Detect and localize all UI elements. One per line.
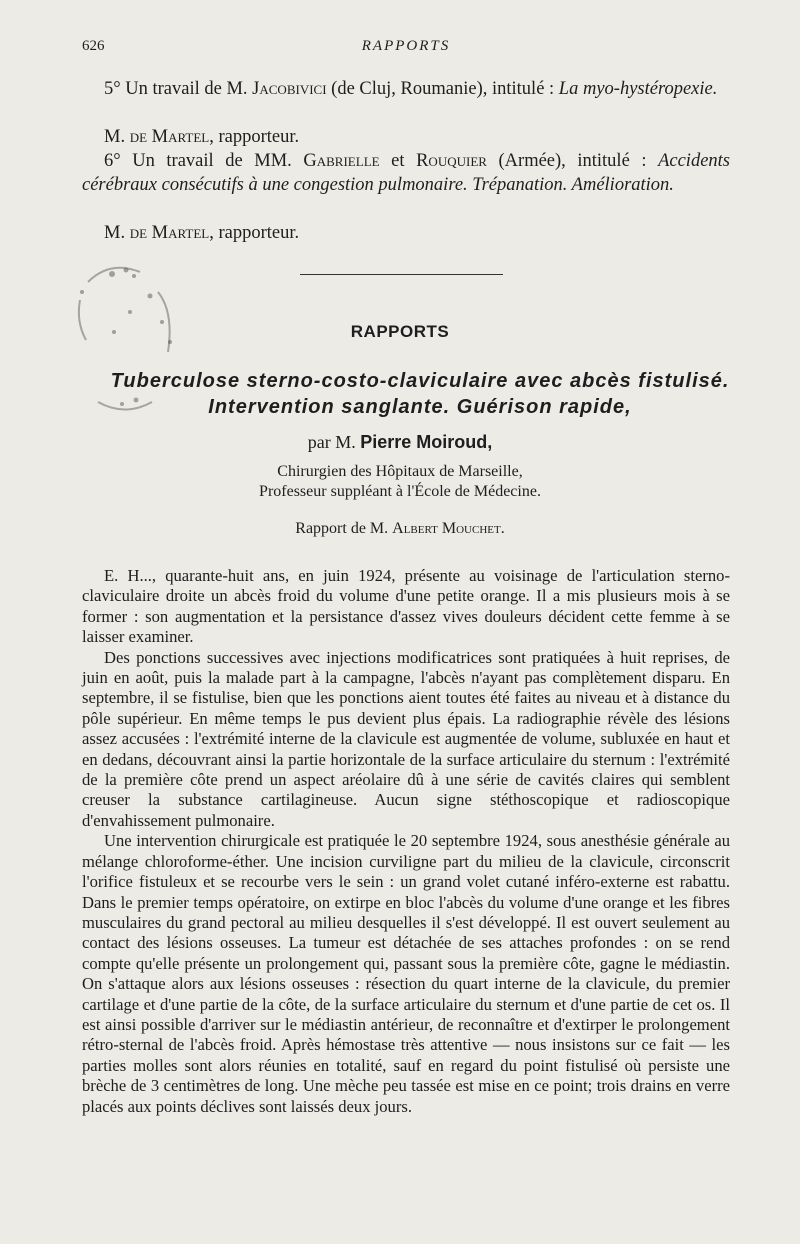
item-6-title: Accidents cérébraux consécutifs à une congestion pulmonaire. Trépanation. Amélioration.: [82, 151, 730, 195]
report-by-line: Rapport de M. Albert Mouchet.: [295, 520, 505, 537]
author-name: Pierre Moiroud,: [360, 432, 493, 452]
section-divider: [300, 274, 503, 275]
article-title-line-2: Intervention sanglante. Guérison rapide,: [208, 396, 632, 418]
author-affiliation: Chirurgien des Hôpitaux de Marseille, Professeur suppléant à l'École de Médecine.: [259, 463, 541, 500]
author-jacobivici: Jacobivici: [252, 79, 327, 99]
reporter-name: Albert Mouchet: [392, 520, 501, 537]
section-heading: RAPPORTS: [350, 322, 450, 341]
article-title: [40, 368, 800, 420]
author-rouquier: Rouquier: [416, 151, 487, 171]
body-paragraph: E. H..., quarante-huit ans, en juin 1924, présente au voisinage de l'articulation sterno-claviculaire droite un abcès froid du volume d'une petite orange. Il a mis plusieurs mois à se former : son augmentation et la persistance d'assez vives douleurs décident cette femme à se laisser examiner.: [82, 566, 730, 647]
article-title-line-1: Tuberculose sterno-costo-claviculaire avec abcès fistulisé.: [110, 370, 730, 392]
item-5-paragraph: 5° Un travail de M. Jacobivici (de Cluj, Roumanie), intitulé : La myo-hystéropexie.: [104, 79, 718, 99]
page-header: [82, 38, 730, 60]
article-body: [82, 566, 730, 1117]
item-6-paragraph: 6° Un travail de MM. Gabrielle et Rouquier (Armée), intitulé : Accidents cérébraux consécutifs à une congestion pulmonaire. Trépanation. Amélioration.: [82, 151, 730, 195]
running-title: RAPPORTS: [361, 38, 451, 54]
body-paragraph: Une intervention chirurgicale est pratiquée le 20 septembre 1924, sous anesthésie générale au mélange chloroforme-éther. Une incision curviligne part du milieu de la clavicule, circonscrit l'orifice fistuleux et se recourbe vers le sein : un grand volet cutané inféro-externe est rabattu. Dans le premier temps opératoire, on extirpe en bloc l'abcès du volume d'une orange et les fibres musculaires du grand pectoral au milieu desquelles il s'est développé. Il est ouvert seulement au contact des lésions osseuses. La tumeur est détachée de ses attaches profondes : on se rend compte qu'elle présente un prolongement qui, passant sous la première côte, gagne le médiastin. On s'attaque alors aux lésions osseuses : résection du quart interne de la clavicule, du premier cartilage et d'une partie de la côte, de la surface articulaire du sternum et d'une partie de cet os. Il est ainsi possible d'arriver sur le médiastin antérieur, de reconnaître et d'extirper le prolongement rétro-sternal de l'abcès froid. Après hémostase très attentive — nous insistons sur ce fait — les parties molles sont alors réunies en totalité, sauf en regard du point fistulisé où persiste une brèche de 3 centimètres de long. Une mèche peu tassée est mise en ce point; trois drains en verre placés aux points déclives sont laissés deux jours.: [82, 831, 730, 1116]
article-author: par M. Pierre Moiroud,: [307, 432, 493, 452]
rapporteur-line-2: M. de Martel, rapporteur.: [104, 223, 300, 243]
author-gabrielle: Gabrielle: [303, 151, 380, 171]
rapporteur-line-1: M. de Martel, rapporteur.: [104, 127, 300, 147]
page-number: 626: [82, 38, 105, 54]
item-5-title: La myo-hystéropexie.: [558, 79, 718, 99]
body-paragraph: Des ponctions successives avec injections modificatrices sont pratiquées à huit reprises, de juin en août, puis la malade part à la campagne, l'abcès n'ayant pas complètement disparu. En septembre, il se fistulise, bien que les ponctions aient toutes été faites au niveau et à distance du pôle supérieur. En même temps le pus devient plus épais. La radiographie révèle des lésions assez accusées : l'extrémité interne de la clavicule est augmentée de volume, subluxée en haut et en dedans, découvrant ainsi la partie horizontale de la surface articulaire du sternum : l'extrémité de la première côte prend un aspect aréolaire dû à une série de cavités claires qui semblent creuser la substance cartilagineuse. Aucun signe stéthoscopique et radioscopique d'envahissement pulmonaire.: [82, 647, 730, 830]
